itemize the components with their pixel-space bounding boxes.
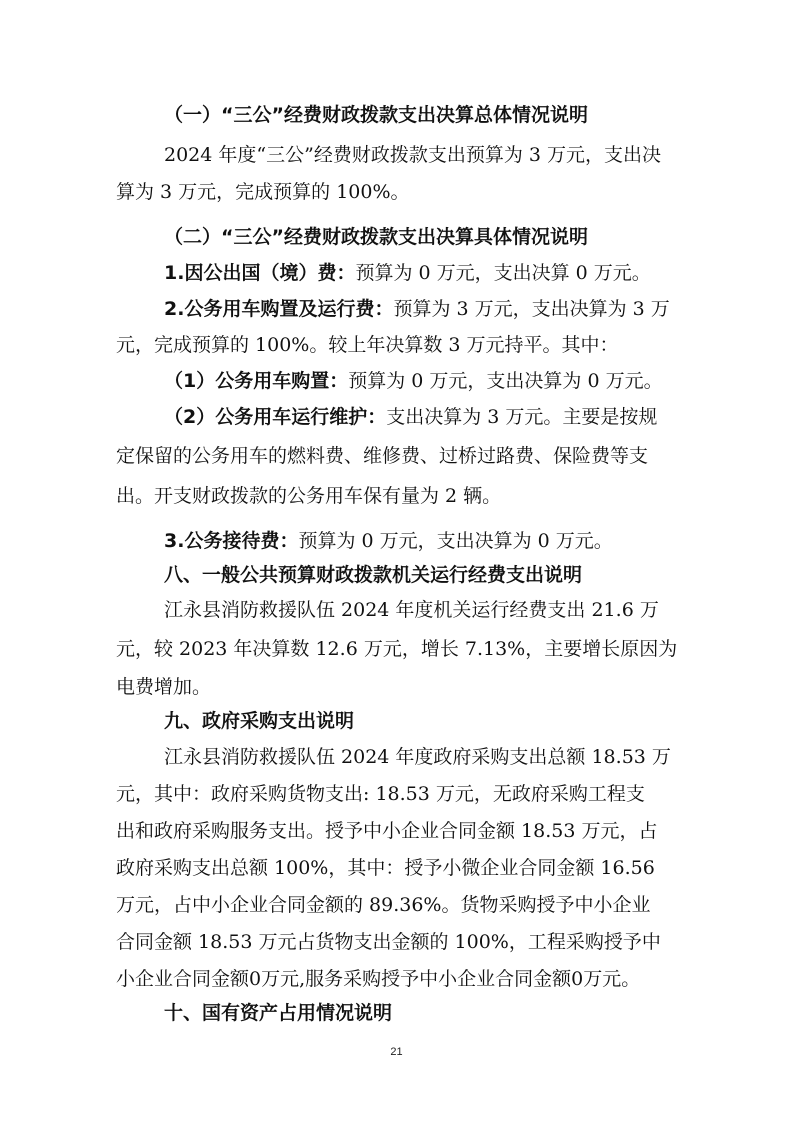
paragraph-line: [164, 408, 724, 427]
item-text: 预算为 0 万元，支出决算 0 万元。: [355, 262, 651, 284]
section-heading: （二）“三公”经费财政拨款支出决算具体情况说明: [164, 226, 588, 248]
paragraph-line: 小企业合同金额0万元,服务采购授予中小企业合同金额0万元。: [116, 968, 641, 990]
paragraph-line: [164, 300, 724, 319]
paragraph-line: [164, 532, 724, 551]
paragraph-line: 出和政府采购服务支出。授予中小企业合同金额 18.53 万元，占: [116, 820, 658, 842]
paragraph-line: 万元，占中小企业合同金额的 89.36%。货物采购授予中小企业: [116, 894, 651, 916]
item-text: 预算为 3 万元，支出决算为 3 万: [393, 298, 670, 320]
item-text: 预算为 0 万元，支出决算为 0 万元。: [348, 370, 663, 392]
paragraph-line: 2024 年度“三公”经费财政拨款支出预算为 3 万元，支出决: [164, 144, 661, 166]
item-label: （2）公务用车运行维护：: [164, 406, 387, 428]
paragraph-line: 元，较 2023 年决算数 12.6 万元，增长 7.13%，主要增长原因为: [116, 638, 678, 660]
item-label: 3.公务接待费：: [164, 530, 299, 552]
paragraph-line: 出。开支财政拨款的公务用车保有量为 2 辆。: [116, 485, 502, 507]
paragraph-line: 江永县消防救援队伍 2024 年度机关运行经费支出 21.6 万: [164, 599, 659, 621]
paragraph-line: 算为 3 万元，完成预算的 100%。: [116, 181, 410, 203]
section-heading: （一）“三公”经费财政拨款支出决算总体情况说明: [164, 104, 588, 126]
item-label: 1.因公出国（境）费：: [164, 262, 356, 284]
paragraph-line: [164, 264, 724, 283]
section-heading: 八、一般公共预算财政拨款机关运行经费支出说明: [164, 564, 583, 586]
page-number: 21: [390, 1046, 403, 1058]
paragraph-line: [164, 372, 724, 391]
item-text: 支出决算为 3 万元。主要是按规: [386, 406, 658, 428]
paragraph-line: 元，完成预算的 100%。较上年决算数 3 万元持平。其中：: [116, 334, 619, 356]
paragraph-line: 江永县消防救援队伍 2024 年度政府采购支出总额 18.53 万: [164, 746, 671, 768]
paragraph-line: 合同金额 18.53 万元占货物支出金额的 100%，工程采购授予中: [116, 931, 661, 953]
paragraph-line: 元，其中：政府采购货物支出: 18.53 万元，无政府采购工程支: [116, 783, 645, 805]
paragraph-line: 定保留的公务用车的燃料费、维修费、过桥过路费、保险费等支: [116, 445, 649, 467]
section-heading: 十、国有资产占用情况说明: [164, 1002, 393, 1024]
paragraph-line: 电费增加。: [116, 676, 212, 698]
paragraph-line: 政府采购支出总额 100%，其中：授予小微企业合同金额 16.56: [116, 857, 655, 879]
item-label: 2.公务用车购置及运行费：: [164, 298, 394, 320]
section-heading: 九、政府采购支出说明: [164, 710, 355, 732]
item-label: （1）公务用车购置：: [164, 370, 349, 392]
item-text: 预算为 0 万元，支出决算为 0 万元。: [298, 530, 613, 552]
